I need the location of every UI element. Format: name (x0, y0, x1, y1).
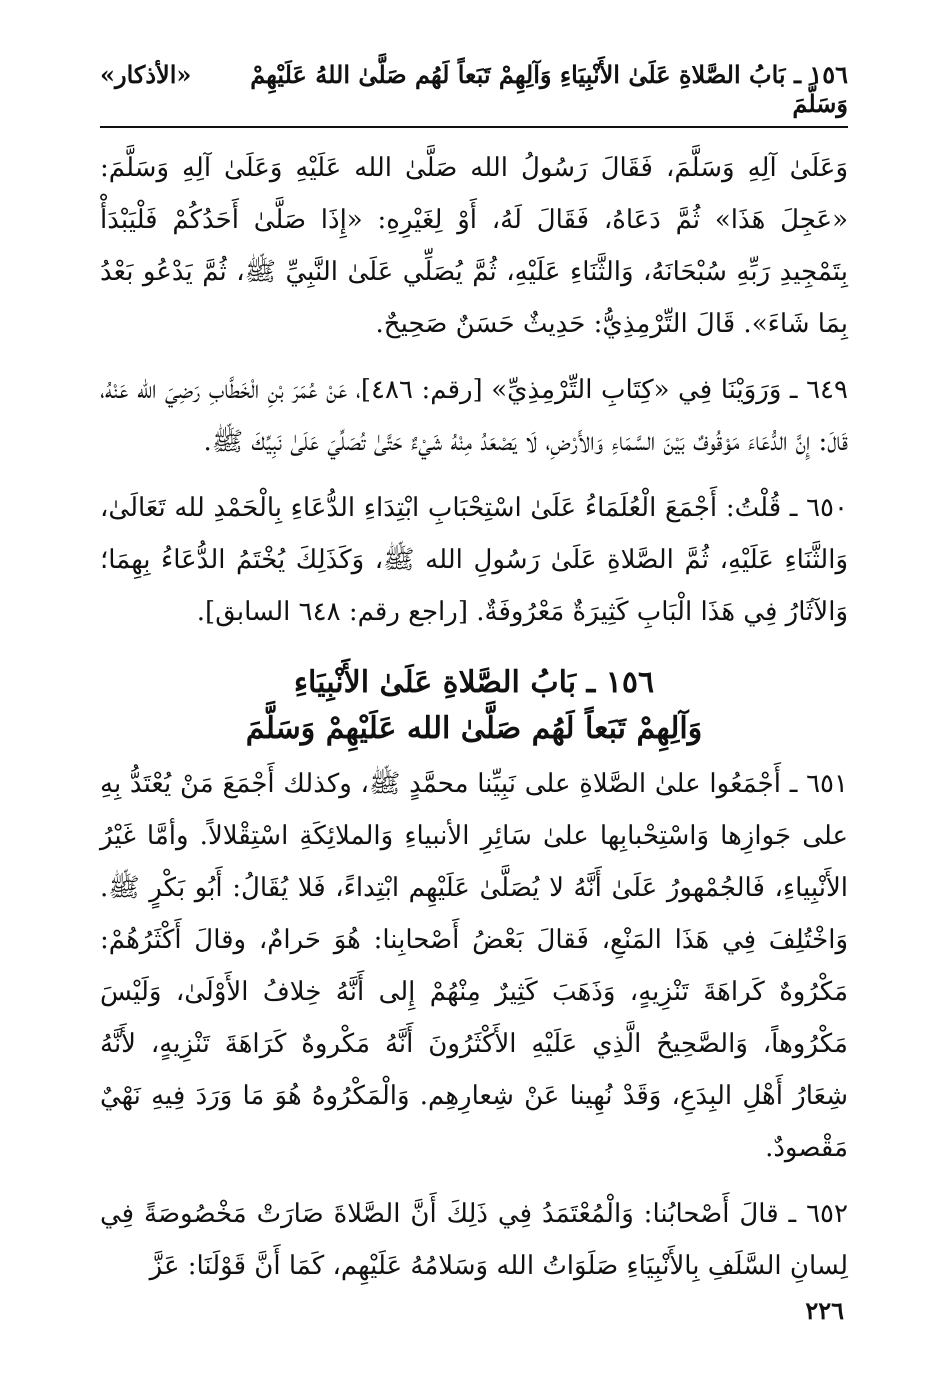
paragraph-652: ٦٥٢ ـ قالَ أَصْحابُنا: وَالْمُعْتَمَدُ فِي ذَلِكَ أَنَّ الصَّلاةَ صَارَتْ مَخْصُوصَةً فِي لِسانِ السَّلَفِ بِالأَنْبِيَاءِ صَلَوَاتُ الله وَسَلامُهُ عَلَيْهِم، كَمَا أَنَّ قَوْلَنَا: عَزَّ (100, 1199, 848, 1281)
paragraph-649: ٦٤٩ ـ وَرَوَيْنَا فِي «كِتَابِ التِّرْمِذِيِّ» [رقم: ٤٨٦]، عَنْ عُمَرَ بْنِ الْخَطَّابِ رَضِيَ الله عَنْهُ، قَالَ: إِنَّ الدُّعَاءَ مَوْقُوفٌ بَيْنَ السَّمَاءِ وَالأَرْضِ، لَا يَصْعَدُ مِنْهُ شَيْءٌ حَتَّىٰ تُصَلِّيَ عَلَىٰ نَبِيِّكَ ﷺ. (100, 375, 848, 457)
paragraph-650: ٦٥٠ ـ قُلْتُ: أَجْمَعَ الْعُلَمَاءُ عَلَىٰ اسْتِحْبَابِ ابْتِدَاءِ الدُّعَاءِ بِالْحَمْدِ لله تَعَالَىٰ، وَالثَّنَاءِ عَلَيْهِ، ثُمَّ الصَّلاةِ عَلَىٰ رَسُولِ الله ﷺ، وَكَذَلِكَ يُخْتَمُ الدُّعَاءُ بِهِمَا؛ وَالآثَارُ فِي هَذَا الْبَابِ كَثِيرَةٌ مَعْرُوفَةٌ. [راجع رقم: ٦٤٨ السابق]. (100, 493, 848, 627)
page-number: ٢٢٦ (805, 1296, 844, 1325)
section-title (100, 660, 848, 752)
header-chapter-title: ١٥٦ ـ بَابُ الصَّلاةِ عَلَىٰ الأَنْبِيَاءِ وَآلِهِمْ تَبَعاً لَهُم صَلَّىٰ اللهُ عَلَيْهِمْ وَسَلَّمَ (250, 60, 848, 118)
running-header (100, 60, 848, 128)
body-text (100, 142, 848, 1292)
paragraph-651: ٦٥١ ـ أَجْمَعُوا علىٰ الصَّلاةِ على نَبِيِّنا محمَّدٍ ﷺ، وكذلك أَجْمَعَ مَنْ يُعْتَدُّ بِهِ على جَوازِها وَاسْتِحْبابِها علىٰ سَائِرِ الأنبياءِ وَالملائِكَةِ اسْتِقْلالاً. وأمَّا غَيْرُ الأَنْبِياءِ، فَالجُمْهورُ عَلَىٰ أَنَّهُ لا يُصَلَّىٰ عَلَيْهِم ابْتِداءً، فَلا يُقَالُ: أَبُو بَكْرٍ ﷺ. وَاخْتُلِفَ فِي هَذَا المَنْعِ، فَقالَ بَعْضُ أَصْحابِنا: هُوَ حَرامٌ، وقالَ أَكْثَرُهُمْ: مَكْرُوهٌ كَراهَةَ تَنْزِيهٍ، وَذَهَبَ كَثِيرٌ مِنْهُمْ إِلى أَنَّهُ خِلافُ الأَوْلَىٰ، وَلَيْسَ مَكْرُوهاً، وَالصَّحِيحُ الَّذِي عَلَيْهِ الأَكْثَرُونَ أَنَّهُ مَكْروهٌ كَرَاهَةَ تَنْزِيهٍ، لأَنَّهُ شِعَارُ أَهْلِ البِدَعِ، وَقَدْ نُهِينا عَنْ شِعارِهِم. وَالْمَكْرُوهُ هُوَ مَا وَرَدَ فِيهِ نَهْيٌ مَقْصودٌ. (100, 769, 848, 1163)
paragraph-hadith-continuation: وَعَلَىٰ آلِهِ وَسَلَّمَ، فَقَالَ رَسُولُ الله صَلَّىٰ الله عَلَيْهِ وَعَلَىٰ آلِهِ وَسَلَّمَ: «عَجِلَ هَذَا» ثُمَّ دَعَاهُ، فَقَالَ لَهُ، أَوْ لِغَيْرِهِ: «إِذَا صَلَّىٰ أَحَدُكُمْ فَلْيَبْدَأْ بِتَمْجِيدِ رَبِّهِ سُبْحَانَهُ، وَالثَّنَاءِ عَلَيْهِ، ثُمَّ يُصَلِّي عَلَىٰ النَّبِيِّ ﷺ، ثُمَّ يَدْعُو بَعْدُ بِمَا شَاءَ». قَالَ التِّرْمِذِيُّ: حَدِيثٌ حَسَنٌ صَحِيحٌ. (100, 153, 848, 339)
page (100, 60, 848, 1306)
section-title-line-2: وَآلِهِمْ تَبَعاً لَهُم صَلَّىٰ الله عَلَيْهِمْ وَسَلَّمَ (245, 711, 703, 746)
header-book-title: «الأذكار» (100, 60, 192, 89)
section-title-line-1: ١٥٦ ـ بَابُ الصَّلاةِ عَلَىٰ الأَنْبِيَاءِ (293, 665, 655, 700)
